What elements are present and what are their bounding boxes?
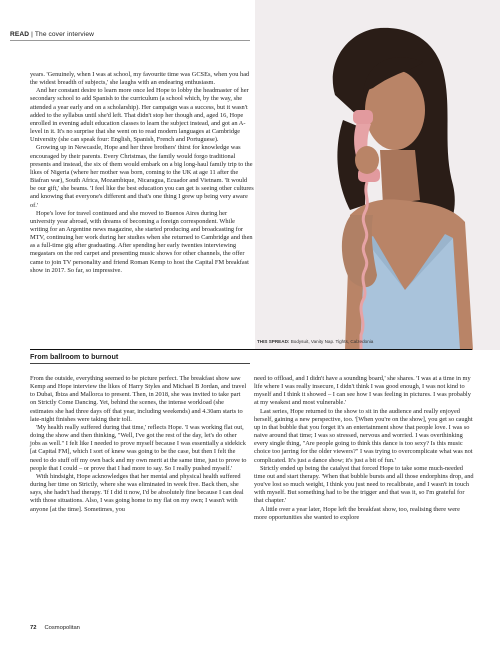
section-name: READ (10, 31, 30, 38)
body-paragraph: need to offload, and I didn't have a sounding board,' she shares. 'I was at a time in my life where I was really insecure, I didn't think I was good enough, I was not kind to myself and I think it showed – I can see how I was feeling in pictures. I was probably at my weakest and most vulnerable.' (254, 375, 471, 407)
header-rule (10, 40, 250, 41)
intro-paragraph: Growing up in Newcastle, Hope and her three brothers' thirst for knowledge was encouraged by their parents. Every Christmas, the family would forgo traditional presents and instead, the six of them would embark on a big long-haul family trip to the likes of Nigeria (where her mother was born, coming to the UK at age 11 after the Biafran war), South Africa, Mozambique, Nicaragua, Ecuador and Vietnam. 'It would be our gift,' she beams. 'I feel like the best education you can get is seeing other cultures and knowing that everyone's different and that's one thing I grew up being very aware of.' (30, 144, 254, 209)
body-column-right (254, 375, 474, 522)
publication-name: Cosmopolitan (44, 625, 80, 631)
intro-paragraph: Hope's love for travel continued and she moved to Buenos Aires during her university year abroad, with dreams of becoming a foreign correspondent. While writing for an Argentine news magazine, she started producing and broadcasting for MTV, continuing her work during her studies when she returned to Cambridge and then as a full-time gig after graduating. After spending her early twenties interviewing megastars on the red carpet and presenting music shows for other channels, the offer came to join TV personality and friend Roman Kemp to host the Capital FM breakfast show in 2017. So far, so impressive. (30, 209, 253, 274)
section-separator: | (31, 31, 33, 38)
body-paragraph: A little over a year later, Hope left the breakfast show, too, realising there were more opportunities she wanted to explore (254, 505, 460, 521)
intro-paragraph: years. 'Genuinely, when I was at school, my favourite time was GCSEs, when you had the widest breadth of subjects,' she laughs with an endearing enthusiasm. (30, 71, 250, 87)
body-paragraph: With hindsight, Hope acknowledges that her mental and physical health suffered during her time on Strictly, where she was eliminated in week five. Back then, she says, she hadn't had therapy. 'If I did it now, I'd be absolutely fine because I can deal with those situations. Also, I was going home to my flat on my own; I wasn't with anyone [at the time]. Sometimes, you (30, 472, 244, 513)
page-footer (30, 625, 80, 631)
page-number: 72 (30, 625, 37, 631)
section-label (10, 31, 94, 38)
cover-photo (255, 0, 500, 350)
body-column-left (30, 375, 248, 514)
section-subhead: From ballroom to burnout (30, 352, 119, 361)
caption-text: Bodysuit, Vanity Nap. Tights, Calzedonia (290, 339, 374, 344)
subhead-block (30, 349, 472, 364)
body-paragraph: Strictly ended up being the catalyst that forced Hope to take some much-needed time out and start therapy. 'When that bubble bursts and all those endorphins drop, and you've lost so much weight, I think you just need to recalibrate, and I wasn't in touch with myself. But something had to be the trigger and that was it, so I'm grateful for that chapter.' (254, 464, 474, 505)
intro-column (30, 71, 254, 275)
photo-caption (257, 339, 497, 344)
body-paragraph: 'My health really suffered during that time,' reflects Hope. 'I was working flat out, doing the show and then thinking, "Well, I've got the rest of the day, let's do other jobs as well." I felt like I needed to prove myself because I was essentially a sidekick [at Capital FM], which I sort of knew was going to be the case, but then I felt the need to do stuff off my own back and my own merit at the same time, just to prove to people that I could – or prove that I had more to say. So I really pushed myself.' (30, 423, 247, 472)
section-title: The cover interview (34, 31, 94, 38)
caption-label: THIS SPREAD: (257, 339, 290, 344)
body-paragraph: Last series, Hope returned to the show to sit in the audience and really enjoyed herself, gaining a new perspective, too. '[When you're on the show], you get so caught up in that bubble that you forget it's an entertainment show that people love. I was so naive around that time; I was so stressed, nervous and worried. I was overthinking every single thing, "Are people going to think this dance is too sexy? Is this music choice too jarring for the older viewers?" I was trying to overcomplicate what was not complicated. It's just a dance show; it's just a bit of fun.' (254, 407, 473, 464)
portrait-illustration (255, 0, 500, 350)
subhead-rule-bottom (30, 363, 250, 364)
body-paragraph: From the outside, everything seemed to be picture perfect. The breakfast show saw Kemp and Hope interview the likes of Harry Styles and Michael B Jordan, and travel to Dubai, Ibiza and Mallorca to present. Then, in 2018, she was invited to take part on Strictly Come Dancing. Yet, behind the scenes, the intense workload (she estimates she had three days off that year, including weekends) and 4.30am starts to late-night finishes were taking their toll. (30, 375, 247, 423)
intro-paragraph: And her constant desire to learn more once led Hope to lobby the headmaster of her secondary school to add Spanish to the curriculum (a school which, by the way, she attended a year early and on a scholarship). Her campaign was a success, but it wasn't added to the syllabus until she'd left. That didn't stop her though and, aged 16, Hope enrolled in evening adult education classes to learn the subject instead, and got an A-level in it. It's no surprise that she went on to read modern languages at Cambridge University (she can speak four: English, Spanish, French and Portuguese). (30, 87, 249, 144)
